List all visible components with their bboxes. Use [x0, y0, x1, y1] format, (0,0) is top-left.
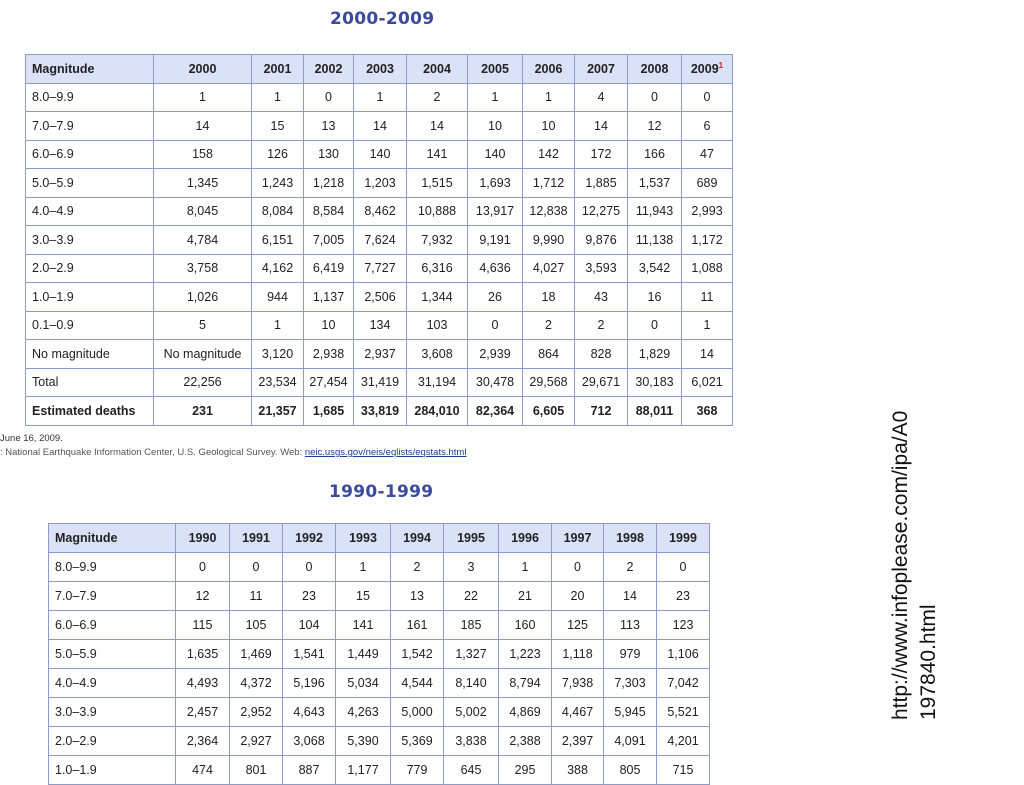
table-row	[26, 340, 733, 369]
column-header-label: 1996	[511, 531, 539, 545]
table-cell: 20	[552, 582, 604, 611]
table-cell: 1,172	[682, 226, 733, 255]
table-row	[26, 254, 733, 283]
table-cell: 9,876	[575, 226, 628, 255]
table-cell: 6,316	[407, 254, 468, 283]
table-cell: 0	[682, 83, 733, 112]
table-cell: 141	[407, 140, 468, 169]
column-header-label: 1993	[349, 531, 377, 545]
table-cell: 15	[252, 112, 304, 141]
row-label-cell: 6.0–6.9	[26, 140, 154, 169]
table-cell: 47	[682, 140, 733, 169]
table-cell: 979	[604, 640, 657, 669]
table-cell: 27,454	[304, 368, 354, 397]
table-row	[26, 169, 733, 198]
table-cell: 4,091	[604, 727, 657, 756]
table-cell: 3,838	[444, 727, 499, 756]
table-cell: 3	[444, 553, 499, 582]
row-label-cell: 2.0–2.9	[26, 254, 154, 283]
table-cell: 22,256	[154, 368, 252, 397]
earthquakes-table-1990-1999	[48, 523, 710, 785]
table-cell: 30,478	[468, 368, 523, 397]
table-row	[26, 83, 733, 112]
table-cell: 2,952	[230, 698, 283, 727]
table-cell: 0	[230, 553, 283, 582]
column-header-label: 2002	[314, 61, 343, 76]
column-header-year	[154, 55, 252, 84]
table-cell: 23,534	[252, 368, 304, 397]
table-cell: 9,191	[468, 226, 523, 255]
table-cell: 2	[523, 311, 575, 340]
table-row	[26, 140, 733, 169]
row-label-cell: 3.0–3.9	[49, 698, 176, 727]
source-note-text: : National Earthquake Information Center, U.S. Geological Survey. Web:	[0, 447, 303, 458]
table-cell: 113	[604, 611, 657, 640]
table-cell: 295	[499, 756, 552, 785]
table-cell: 7,303	[604, 669, 657, 698]
table-cell: 828	[575, 340, 628, 369]
table-cell: 1,449	[336, 640, 391, 669]
table-cell: 12	[628, 112, 682, 141]
table-cell: 3,542	[628, 254, 682, 283]
table-cell: 2,937	[354, 340, 407, 369]
table-row	[49, 698, 710, 727]
column-header-label: 2000	[188, 61, 217, 76]
row-label-cell: 4.0–4.9	[49, 669, 176, 698]
table-cell: 104	[283, 611, 336, 640]
table-cell: 8,462	[354, 197, 407, 226]
table-cell: 2	[575, 311, 628, 340]
column-header-year	[657, 524, 710, 553]
table-cell: 140	[468, 140, 523, 169]
table-cell: 1	[336, 553, 391, 582]
column-header-label: 2007	[587, 61, 615, 76]
table-cell: 4,643	[283, 698, 336, 727]
table-row	[49, 756, 710, 785]
table-cell: 0	[628, 83, 682, 112]
table-cell: 14	[575, 112, 628, 141]
table-cell: 1,885	[575, 169, 628, 198]
table-cell: 887	[283, 756, 336, 785]
table-cell: 10,888	[407, 197, 468, 226]
table-cell: 2	[407, 83, 468, 112]
table-cell: 13	[391, 582, 444, 611]
column-header-year	[354, 55, 407, 84]
source-url-line-2: 197840.html	[917, 604, 940, 720]
table-cell: 4,636	[468, 254, 523, 283]
table-cell: 140	[354, 140, 407, 169]
table-cell: 5	[154, 311, 252, 340]
table-cell: 1	[468, 83, 523, 112]
table-cell: 142	[523, 140, 575, 169]
column-header-year	[407, 55, 468, 84]
table-cell: 8,584	[304, 197, 354, 226]
column-header-year	[391, 524, 444, 553]
table-cell: 23	[283, 582, 336, 611]
table-cell: 8,140	[444, 669, 499, 698]
table-cell: 0	[283, 553, 336, 582]
header-row	[26, 55, 733, 84]
table-row	[26, 226, 733, 255]
row-label-cell: Total	[26, 368, 154, 397]
table-cell: 14	[682, 340, 733, 369]
table-cell: 103	[407, 311, 468, 340]
row-label-cell: 0.1–0.9	[26, 311, 154, 340]
table-cell: 2,993	[682, 197, 733, 226]
column-header-year	[444, 524, 499, 553]
column-header-label: 1999	[669, 531, 697, 545]
table-cell: 388	[552, 756, 604, 785]
column-header-label: 2006	[534, 61, 563, 76]
table-cell: 14	[354, 112, 407, 141]
table-cell: 1,088	[682, 254, 733, 283]
row-label-cell: 4.0–4.9	[26, 197, 154, 226]
table-cell: 1,243	[252, 169, 304, 198]
table-cell: 1,203	[354, 169, 407, 198]
table-cell: 1,106	[657, 640, 710, 669]
table-cell: 944	[252, 283, 304, 312]
table-cell: 12,838	[523, 197, 575, 226]
row-label-cell: 2.0–2.9	[49, 727, 176, 756]
table-cell: 1	[523, 83, 575, 112]
table-cell: 1,515	[407, 169, 468, 198]
table-cell: 368	[682, 397, 733, 426]
column-header-year	[523, 55, 575, 84]
table-cell: 160	[499, 611, 552, 640]
table-cell: 18	[523, 283, 575, 312]
table-cell: 2,939	[468, 340, 523, 369]
table-cell: 1	[252, 311, 304, 340]
table-cell: 185	[444, 611, 499, 640]
table-cell: 4,162	[252, 254, 304, 283]
column-header-magnitude	[49, 524, 176, 553]
table-cell: 13,917	[468, 197, 523, 226]
row-label-cell: 7.0–7.9	[49, 582, 176, 611]
column-header-label: 2009	[690, 61, 719, 76]
table-cell: 14	[604, 582, 657, 611]
table-cell: 4,263	[336, 698, 391, 727]
row-label-cell: 5.0–5.9	[26, 169, 154, 198]
table-cell: 1,137	[304, 283, 354, 312]
column-header-label: 1991	[242, 531, 270, 545]
table-cell: 5,196	[283, 669, 336, 698]
column-header-year	[604, 524, 657, 553]
row-label-cell: 1.0–1.9	[26, 283, 154, 312]
table-cell: 82,364	[468, 397, 523, 426]
table-cell: 5,002	[444, 698, 499, 727]
table-cell: 1	[682, 311, 733, 340]
table-cell: 1	[354, 83, 407, 112]
table-cell: 1,026	[154, 283, 252, 312]
table-cell: 3,120	[252, 340, 304, 369]
table-cell: 0	[628, 311, 682, 340]
table-title-2000-2009: 2000-2009	[330, 9, 435, 29]
table-cell: 10	[304, 311, 354, 340]
source-note	[0, 447, 466, 458]
row-label-cell: 1.0–1.9	[49, 756, 176, 785]
column-header-label: 2003	[366, 61, 394, 76]
table-cell: 6,021	[682, 368, 733, 397]
table-cell: 7,932	[407, 226, 468, 255]
table-cell: 33,819	[354, 397, 407, 426]
table-cell: 11	[230, 582, 283, 611]
table-row	[49, 640, 710, 669]
row-label-cell: 8.0–9.9	[26, 83, 154, 112]
row-label-cell: Estimated deaths	[26, 397, 154, 426]
table-cell: 1,537	[628, 169, 682, 198]
column-header-year	[176, 524, 230, 553]
table-cell: 0	[552, 553, 604, 582]
column-header-year	[283, 524, 336, 553]
row-label-cell: No magnitude	[26, 340, 154, 369]
table-cell: 14	[407, 112, 468, 141]
column-header-year	[230, 524, 283, 553]
column-header-year	[252, 55, 304, 84]
table-cell: 2,506	[354, 283, 407, 312]
table-cell: 3,608	[407, 340, 468, 369]
table-cell: 4,027	[523, 254, 575, 283]
table-cell: 1	[252, 83, 304, 112]
row-label-cell: 8.0–9.9	[49, 553, 176, 582]
table-cell: 2	[391, 553, 444, 582]
column-header-year	[468, 55, 523, 84]
column-header-label: 1990	[188, 531, 217, 545]
table-cell: 125	[552, 611, 604, 640]
table-cell: 8,045	[154, 197, 252, 226]
column-header-year	[552, 524, 604, 553]
table-cell: 29,671	[575, 368, 628, 397]
table-cell: 161	[391, 611, 444, 640]
column-header-magnitude	[26, 55, 154, 84]
table-cell: 5,945	[604, 698, 657, 727]
table-cell: 7,042	[657, 669, 710, 698]
table-cell: 4,869	[499, 698, 552, 727]
table-cell: 4,467	[552, 698, 604, 727]
table-row	[26, 397, 733, 426]
table-cell: 864	[523, 340, 575, 369]
table-cell: 22	[444, 582, 499, 611]
column-header-label: 1997	[563, 531, 592, 545]
table-cell: 29,568	[523, 368, 575, 397]
table-cell: 2,938	[304, 340, 354, 369]
source-url-line-1: http://www.infoplease.com/ipa/A0	[889, 410, 912, 720]
table-cell: 0	[657, 553, 710, 582]
table-cell: 15	[336, 582, 391, 611]
table-cell: 1,469	[230, 640, 283, 669]
table-cell: 158	[154, 140, 252, 169]
table-row	[26, 368, 733, 397]
table-cell: 14	[154, 112, 252, 141]
table-cell: 21	[499, 582, 552, 611]
table-cell: 11,943	[628, 197, 682, 226]
table-cell: 0	[176, 553, 230, 582]
table-cell: 141	[336, 611, 391, 640]
row-label-cell: 7.0–7.9	[26, 112, 154, 141]
table-cell: 1	[154, 83, 252, 112]
table-cell: 115	[176, 611, 230, 640]
table-cell: 3,593	[575, 254, 628, 283]
table-row	[26, 311, 733, 340]
column-header-label: 1998	[616, 531, 644, 545]
table-cell: 4	[575, 83, 628, 112]
table-cell: 4,544	[391, 669, 444, 698]
column-header-label: Magnitude	[32, 61, 95, 76]
table-cell: 10	[468, 112, 523, 141]
column-header-year	[304, 55, 354, 84]
table-cell: 172	[575, 140, 628, 169]
table-cell: 1,118	[552, 640, 604, 669]
column-header-label: Magnitude	[55, 531, 118, 545]
earthquakes-table-2000-2009	[25, 54, 733, 426]
table-cell: 7,727	[354, 254, 407, 283]
table-cell: 12,275	[575, 197, 628, 226]
table-cell: 5,521	[657, 698, 710, 727]
table-cell: 1,685	[304, 397, 354, 426]
table-cell: 2,397	[552, 727, 604, 756]
column-header-label: 1994	[403, 531, 431, 545]
table-row	[26, 283, 733, 312]
table-cell: 5,000	[391, 698, 444, 727]
table-cell: 712	[575, 397, 628, 426]
table-row	[49, 727, 710, 756]
table-cell: 26	[468, 283, 523, 312]
date-note: June 16, 2009.	[0, 433, 63, 444]
table-cell: 1,712	[523, 169, 575, 198]
table-cell: 474	[176, 756, 230, 785]
table-cell: 231	[154, 397, 252, 426]
table-cell: 2,927	[230, 727, 283, 756]
column-header-label: 2008	[640, 61, 669, 76]
table-cell: 31,419	[354, 368, 407, 397]
table-row	[26, 112, 733, 141]
source-link[interactable]: neic.usgs.gov/neis/eqlists/eqstats.html	[304, 447, 467, 458]
table-cell: 88,011	[628, 397, 682, 426]
table-cell: 2,457	[176, 698, 230, 727]
column-header-label: 2004	[423, 61, 451, 76]
table-cell: 11,138	[628, 226, 682, 255]
table-cell: 1,177	[336, 756, 391, 785]
table-cell: 3,068	[283, 727, 336, 756]
column-header-label: 1995	[457, 531, 485, 545]
table-cell: 31,194	[407, 368, 468, 397]
table-cell: 23	[657, 582, 710, 611]
table-cell: 105	[230, 611, 283, 640]
column-header-year	[628, 55, 682, 84]
table-row	[49, 553, 710, 582]
table-cell: 2,388	[499, 727, 552, 756]
table-cell: 16	[628, 283, 682, 312]
table-cell: 130	[304, 140, 354, 169]
table-cell: 21,357	[252, 397, 304, 426]
table-cell: 1,693	[468, 169, 523, 198]
table-cell: 1,218	[304, 169, 354, 198]
table-cell: 6,151	[252, 226, 304, 255]
table-row	[26, 197, 733, 226]
table-row	[49, 669, 710, 698]
column-header-year	[499, 524, 552, 553]
table-cell: 43	[575, 283, 628, 312]
table-cell: 8,084	[252, 197, 304, 226]
table-cell: 4,784	[154, 226, 252, 255]
table-cell: 13	[304, 112, 354, 141]
column-header-year	[336, 524, 391, 553]
row-label-cell: 3.0–3.9	[26, 226, 154, 255]
header-row	[49, 524, 710, 553]
table-cell: 4,201	[657, 727, 710, 756]
table-cell: 5,390	[336, 727, 391, 756]
column-header-year	[575, 55, 628, 84]
table-cell: 4,493	[176, 669, 230, 698]
column-header-year	[682, 55, 733, 84]
source-url-vertical	[885, 325, 941, 725]
table-cell: 645	[444, 756, 499, 785]
table-cell: 8,794	[499, 669, 552, 698]
table-cell: 1,345	[154, 169, 252, 198]
table-row	[49, 611, 710, 640]
table-cell: 5,369	[391, 727, 444, 756]
table-cell: 12	[176, 582, 230, 611]
table-cell: 284,010	[407, 397, 468, 426]
table-cell: 805	[604, 756, 657, 785]
table-cell: 9,990	[523, 226, 575, 255]
table-cell: 7,005	[304, 226, 354, 255]
table-cell: 689	[682, 169, 733, 198]
table-cell: No magnitude	[154, 340, 252, 369]
table-cell: 123	[657, 611, 710, 640]
table-cell: 2,364	[176, 727, 230, 756]
table-cell: 5,034	[336, 669, 391, 698]
table-cell: 1,635	[176, 640, 230, 669]
table-cell: 801	[230, 756, 283, 785]
column-header-label: 2005	[481, 61, 509, 76]
table-cell: 2	[604, 553, 657, 582]
table-cell: 1,327	[444, 640, 499, 669]
table-title-1990-1999: 1990-1999	[329, 482, 434, 502]
table-cell: 166	[628, 140, 682, 169]
footnote-marker: 1	[718, 60, 724, 70]
table-cell: 1,829	[628, 340, 682, 369]
table-cell: 0	[468, 311, 523, 340]
table-cell: 6,605	[523, 397, 575, 426]
table-cell: 779	[391, 756, 444, 785]
table-cell: 6,419	[304, 254, 354, 283]
table-cell: 126	[252, 140, 304, 169]
table-cell: 0	[304, 83, 354, 112]
table-cell: 6	[682, 112, 733, 141]
table-cell: 3,758	[154, 254, 252, 283]
table-cell: 1,542	[391, 640, 444, 669]
table-cell: 7,624	[354, 226, 407, 255]
table-cell: 134	[354, 311, 407, 340]
row-label-cell: 5.0–5.9	[49, 640, 176, 669]
table-row	[49, 582, 710, 611]
column-header-label: 2001	[263, 61, 292, 76]
table-cell: 715	[657, 756, 710, 785]
table-cell: 1,223	[499, 640, 552, 669]
table-cell: 1,541	[283, 640, 336, 669]
table-cell: 4,372	[230, 669, 283, 698]
table-cell: 11	[682, 283, 733, 312]
row-label-cell: 6.0–6.9	[49, 611, 176, 640]
table-cell: 7,938	[552, 669, 604, 698]
table-cell: 30,183	[628, 368, 682, 397]
table-cell: 1,344	[407, 283, 468, 312]
column-header-label: 1992	[295, 531, 323, 545]
table-cell: 10	[523, 112, 575, 141]
table-cell: 1	[499, 553, 552, 582]
